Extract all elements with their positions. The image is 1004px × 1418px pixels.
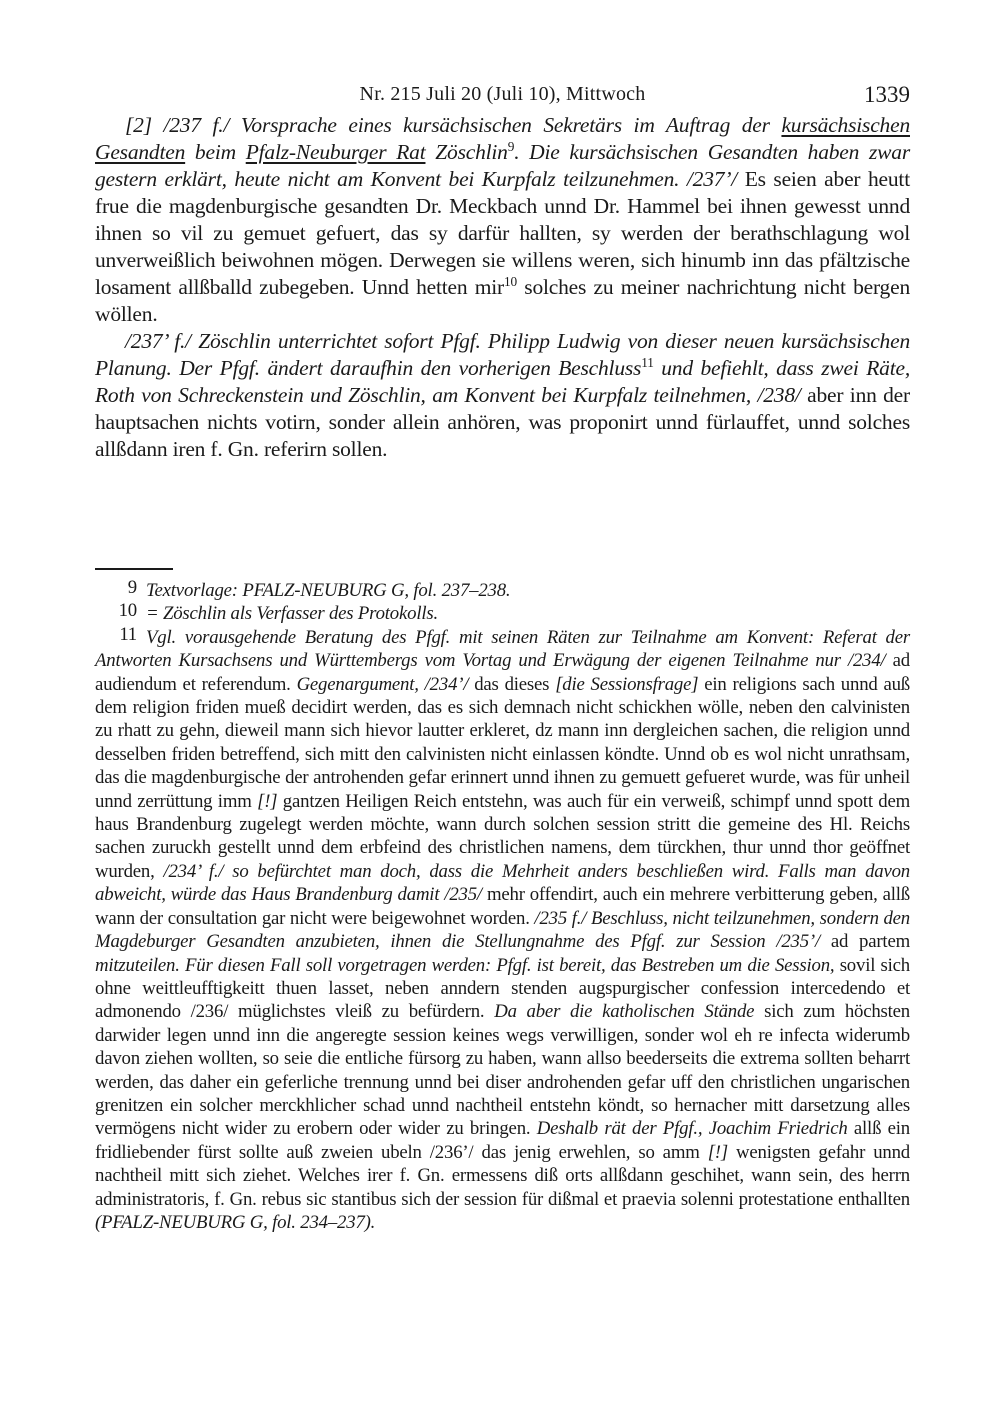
- text-segment: ad audiendum et referendum.: [95, 650, 910, 695]
- text-segment: beim: [185, 140, 246, 164]
- main-text: [95, 112, 910, 463]
- text-segment: mitzuteilen. Für diesen Fall soll vorgetragen werden: Pfgf. ist bereit, das Bestreben um die Session,: [95, 954, 840, 976]
- text-segment: Zöschlin: [425, 140, 508, 164]
- footnote-reference: 10: [504, 273, 517, 289]
- footnote-text: [146, 580, 510, 601]
- text-segment: Es seien aber heutt frue die magdenburgische gesandten Dr. Meckbach unnd Dr. Hammel bei ihnen gewesst unnd ihnen so vil zu gemuet gefuert, das sy darfür hallten, sy werden der berathschlagung wol unverweißlich beiwohnen mögen. Derwegen sie willens weren, sich hinumb inn das pfältzische losament allßballd zubegeben. Unnd hetten mir: [95, 167, 910, 299]
- running-title: Nr. 215 Juli 20 (Juli 10), Mittwoch: [359, 83, 646, 105]
- text-segment: ein religions sach unnd auß dem religion friden mueß decidirt werden, das es sich demnach nicht schickhen wölle, neben den calvinisten zu rhatt zu gehn, dieweil mann sich hievor lautter erkleret, dz mann inn dergleichen sachen, die religion unnd desselben friden betreffend, sich mitt den calvinisten nicht einlassen köndte. Unnd ob es wol nicht unrathsam, das die magdenburgische der antrohenden gefar erinnert unnd ihnen zu gemuett gefueret wurde, was für unheil unnd zerrüttung imm: [95, 673, 910, 812]
- footnote-10: [95, 602, 910, 625]
- text-segment: das dieses: [474, 673, 556, 695]
- footnote-marker: 9: [127, 577, 137, 598]
- text-segment: /237’ f./ Zöschlin unterrichtet sofort Pfgf. Philipp Ludwig von dieser neuen kursächsischen Planung. Der Pfgf. ändert daraufhin den vorherigen Beschluss: [95, 329, 910, 380]
- text-segment: Gegenargument, /234’/: [296, 673, 475, 695]
- text-segment: [die Sessionsfrage]: [555, 673, 699, 695]
- text-segment: sich zum höchsten darwider legen unnd inn die angeregte session keines wegs verwilligen, sonder wol eh re infecta widerumb davon ziehen wollten, so seie die entliche fürsorg zu haben, wann allso beederseits die extrema sollten beharrt werden, das daher ein geferliche trennung unnd bei diser androhenden gefar uff den christlichen ungarischen grenitzen ein solcher merckhlicher schad unnd nachtheil entstehn köndt, so hernacher mitt darsetzung alles vermögens nicht wider zu erobern oder wider zu bringen.: [95, 1001, 911, 1140]
- text-segment: [!]: [257, 790, 278, 812]
- footnotes-section: [95, 568, 910, 1234]
- text-segment: kursächsischen Gesandten: [95, 113, 910, 164]
- paragraph-1: [95, 112, 910, 328]
- text-segment: Pfalz-Neuburger Rat: [245, 140, 426, 164]
- footnote-reference: 11: [641, 354, 654, 370]
- paragraph-2: [95, 328, 910, 463]
- text-segment: = Zöschlin als Verfasser des Protokolls.: [146, 603, 438, 625]
- footnote-text: [146, 603, 438, 624]
- footnote-reference: 9: [507, 138, 515, 154]
- text-segment: solches zu meiner nachrichtung nicht bergen wöllen.: [95, 275, 910, 326]
- text-segment: /234’ f./ so befürchtet man doch, dass die Mehrheit anders beschließen wird. Falls man davon abweicht, würde das Haus Brandenburg damit /235/: [95, 860, 910, 906]
- footnote-marker: 11: [119, 623, 137, 645]
- text-segment: [!]: [707, 1141, 728, 1163]
- text-segment: Vgl. vorausgehende Beratung des Pfgf. mit seinen Räten zur Teilnahme am Konvent: Referat der Antworten Kursachsens und Württembergs vom Vortag und Erwägung der eigenen Teilnahme nur /234/: [95, 626, 910, 672]
- footnote-11: [95, 623, 911, 1235]
- text-segment: und befiehlt, dass zwei Räte, Roth von Schreckenstein und Zöschlin, am Konvent bei Kurpfalz teilnehmen, /238/: [95, 356, 910, 407]
- text-segment: wenigsten gefahr unnd nachtheil mitt sich ziehet. Welches irer f. Gn. ermessens diß orts allßdann geschihet, wann sein, des herrn administratoris, f. Gn. rebus sic stantibus sich der session für dißmal et praevia solenni protestatione enthallten: [95, 1141, 910, 1210]
- text-segment: /235 f./ Beschluss, nicht teilzunehmen, sondern den Magdeburger Gesandten anzubieten, ihnen die Stellungnahme des Pfgf. zur Session /235’/: [95, 907, 910, 953]
- text-segment: allß ein fridliebender fürst sollte auß zweien ubeln /236’/ das jenig erwehlen, so amm: [95, 1118, 910, 1163]
- text-segment: mehr offendirt, auch ein mehrere verbitterung geben, allß wann der consultation gar nicht were beigewohnet worden.: [95, 884, 910, 929]
- text-segment: . Die kursächsischen Gesandten haben zwar gestern erklärt, heute nicht am Konvent bei Kurpfalz teilzunehmen. /237’/: [95, 140, 911, 191]
- text-segment: sovil sich ohne weittleufftigkeitt thuen lasset, neben anndern stenden augspurgischer confession intercedendo et admonendo /236/ müglichstes vleiß zu befürdern.: [95, 954, 910, 1023]
- footnote-marker: 10: [118, 600, 137, 622]
- footnote-text: [95, 627, 910, 1233]
- text-segment: aber inn der hauptsachen nichts votirn, sonder allein anhören, was proponirt unnd fürlauffet, unnd solches allßdann iren f. Gn. referirn sollen.: [95, 383, 910, 461]
- text-segment: [2] /237 f./ Vorsprache eines kursächsischen Sekretärs im Auftrag der: [125, 113, 782, 137]
- footnote-separator-rule: [95, 568, 173, 570]
- text-segment: (PFALZ-NEUBURG G, fol. 234–237).: [95, 1211, 376, 1233]
- text-segment: Da aber die katholischen Stände: [494, 1001, 765, 1023]
- text-segment: gantzen Heiligen Reich entstehn, was auch für ein verweiß, schimpf unnd spott dem haus Brandenburg zugelegt werden möchte, wann durch solchen session stritt die gemeine des Hl. Reichs sachen zuruckh gestellt unnd dem erbfeind des christlichen namens, dem türckhen, thur unnd thor geöffnet wurden,: [95, 790, 911, 882]
- page-header: [95, 76, 910, 106]
- text-segment: Deshalb rät der Pfgf., Joachim Friedrich: [536, 1118, 854, 1140]
- text-segment: Textvorlage: PFALZ-NEUBURG G, fol. 237–238.: [146, 580, 511, 601]
- footnote-9: [95, 579, 910, 602]
- text-segment: ad partem: [830, 931, 910, 953]
- page-number: 1339: [864, 82, 910, 107]
